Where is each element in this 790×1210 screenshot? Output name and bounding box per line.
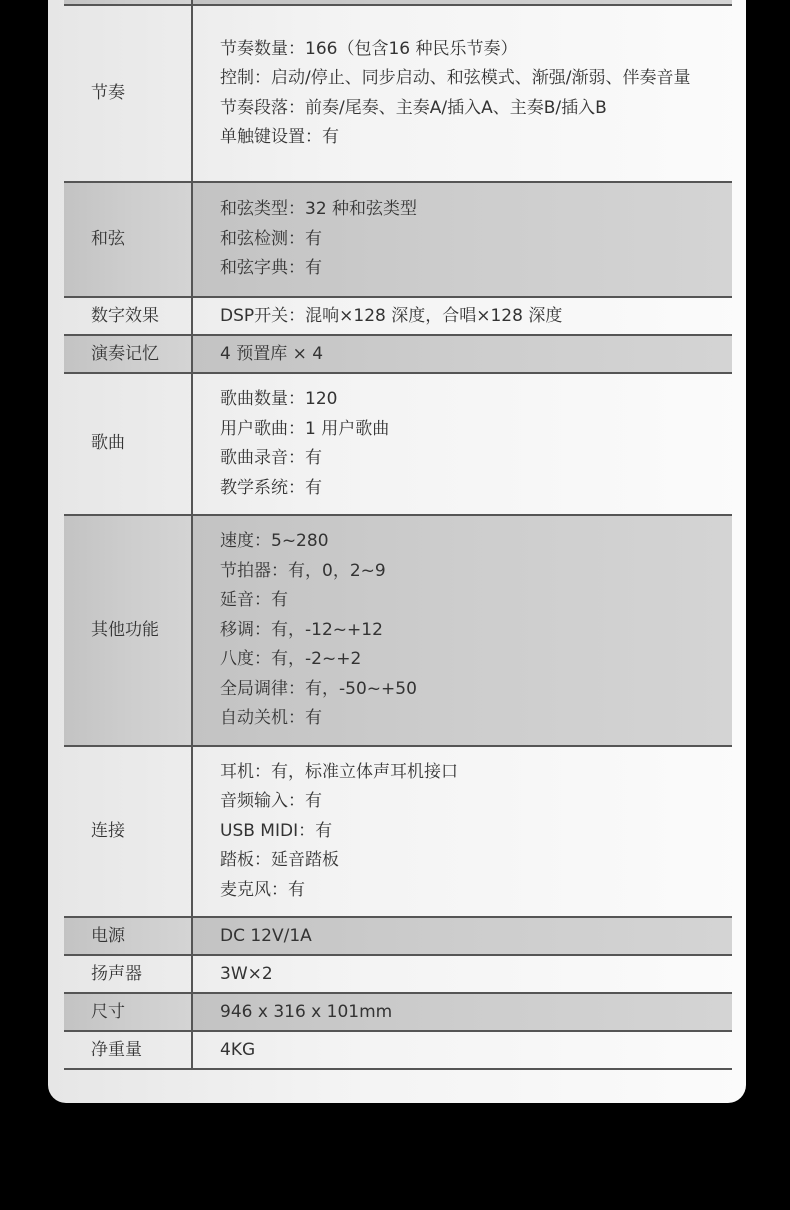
table-row-other-features: [64, 515, 732, 746]
row-value-speakers: [192, 955, 732, 993]
row-value-power: [192, 917, 732, 955]
spec-line: DSP开关：混响×128 深度，合唱×128 深度: [220, 306, 563, 326]
spec-line: DC 12V/1A: [220, 926, 312, 946]
spec-line: 教学系统：有: [220, 477, 322, 498]
row-label-other-features: 其他功能: [64, 515, 192, 746]
table-row-net-weight: [64, 1031, 732, 1069]
row-value-dimensions: [192, 993, 732, 1031]
spec-line: 歌曲数量：120: [220, 389, 338, 409]
spec-line: 耳机：有，标准立体声耳机接口: [220, 761, 458, 782]
spec-line: 4KG: [220, 1040, 256, 1060]
table-row-connectivity: [64, 746, 732, 918]
spec-line: 节奏数量：166（包含16 种民乐节奏）: [220, 38, 518, 59]
table-row-speakers: [64, 955, 732, 993]
row-label-rhythm: 节奏: [64, 5, 192, 182]
spec-line: 歌曲录音：有: [220, 448, 322, 468]
spec-line: 3W×2: [220, 964, 273, 984]
spec-line: 麦克风：有: [220, 879, 305, 900]
spec-line: 控制：启动/停止、同步启动、和弦模式、渐强/渐弱、伴奏音量: [220, 68, 691, 88]
row-label-chord: 和弦: [64, 182, 192, 297]
spec-line: 全局调律：有，-50~+50: [220, 678, 417, 699]
spec-line: USB MIDI：有: [220, 820, 333, 841]
spec-line: 节奏段落：前奏/尾奏、主奏A/插入A、主奏B/插入B: [220, 97, 607, 118]
spec-line: 单触键设置：有: [220, 127, 339, 147]
row-label-dimensions: 尺寸: [64, 993, 192, 1031]
spec-line: 延音：有: [220, 590, 288, 610]
row-label-speakers: 扬声器: [64, 955, 192, 993]
spec-line: 946 x 316 x 101mm: [220, 1002, 393, 1022]
spec-card: [48, 0, 746, 1103]
spec-line: 用户歌曲：1 用户歌曲: [220, 418, 390, 439]
spec-line: 和弦检测：有: [220, 228, 322, 249]
spec-line: 踏板：延音踏板: [220, 850, 339, 870]
spec-line: 4 预置库 × 4: [220, 344, 324, 364]
row-label-performance-memory: 演奏记忆: [64, 335, 192, 373]
table-row-digital-effects: [64, 297, 732, 335]
spec-line: 音频输入：有: [220, 791, 322, 811]
table-row-performance-memory: [64, 335, 732, 373]
row-label-digital-effects: 数字效果: [64, 297, 192, 335]
row-value-songs: [192, 373, 732, 515]
table-row-dimensions: [64, 993, 732, 1031]
row-label-songs: 歌曲: [64, 373, 192, 515]
row-value-rhythm: [192, 5, 732, 182]
table-row-chord: [64, 182, 732, 297]
spec-table: [64, 0, 732, 1070]
table-row-power: [64, 917, 732, 955]
row-value-other-features: [192, 515, 732, 746]
spec-line: 和弦字典：有: [220, 258, 322, 279]
spec-line: 节拍器：有，0，2~9: [220, 560, 386, 581]
spec-line: 速度：5~280: [220, 531, 329, 551]
row-label-power: 电源: [64, 917, 192, 955]
spec-line: 移调：有，-12~+12: [220, 619, 383, 640]
spec-line: 八度：有，-2~+2: [220, 649, 362, 669]
table-row-rhythm: [64, 5, 732, 182]
spec-line: 自动关机：有: [220, 708, 322, 728]
row-label-connectivity: 连接: [64, 746, 192, 918]
row-value-net-weight: [192, 1031, 732, 1069]
row-value-digital-effects: [192, 297, 732, 335]
row-value-connectivity: [192, 746, 732, 918]
row-value-performance-memory: [192, 335, 732, 373]
spec-line: 和弦类型：32 种和弦类型: [220, 199, 418, 220]
row-label-net-weight: 净重量: [64, 1031, 192, 1069]
row-value-chord: [192, 182, 732, 297]
table-row-songs: [64, 373, 732, 515]
